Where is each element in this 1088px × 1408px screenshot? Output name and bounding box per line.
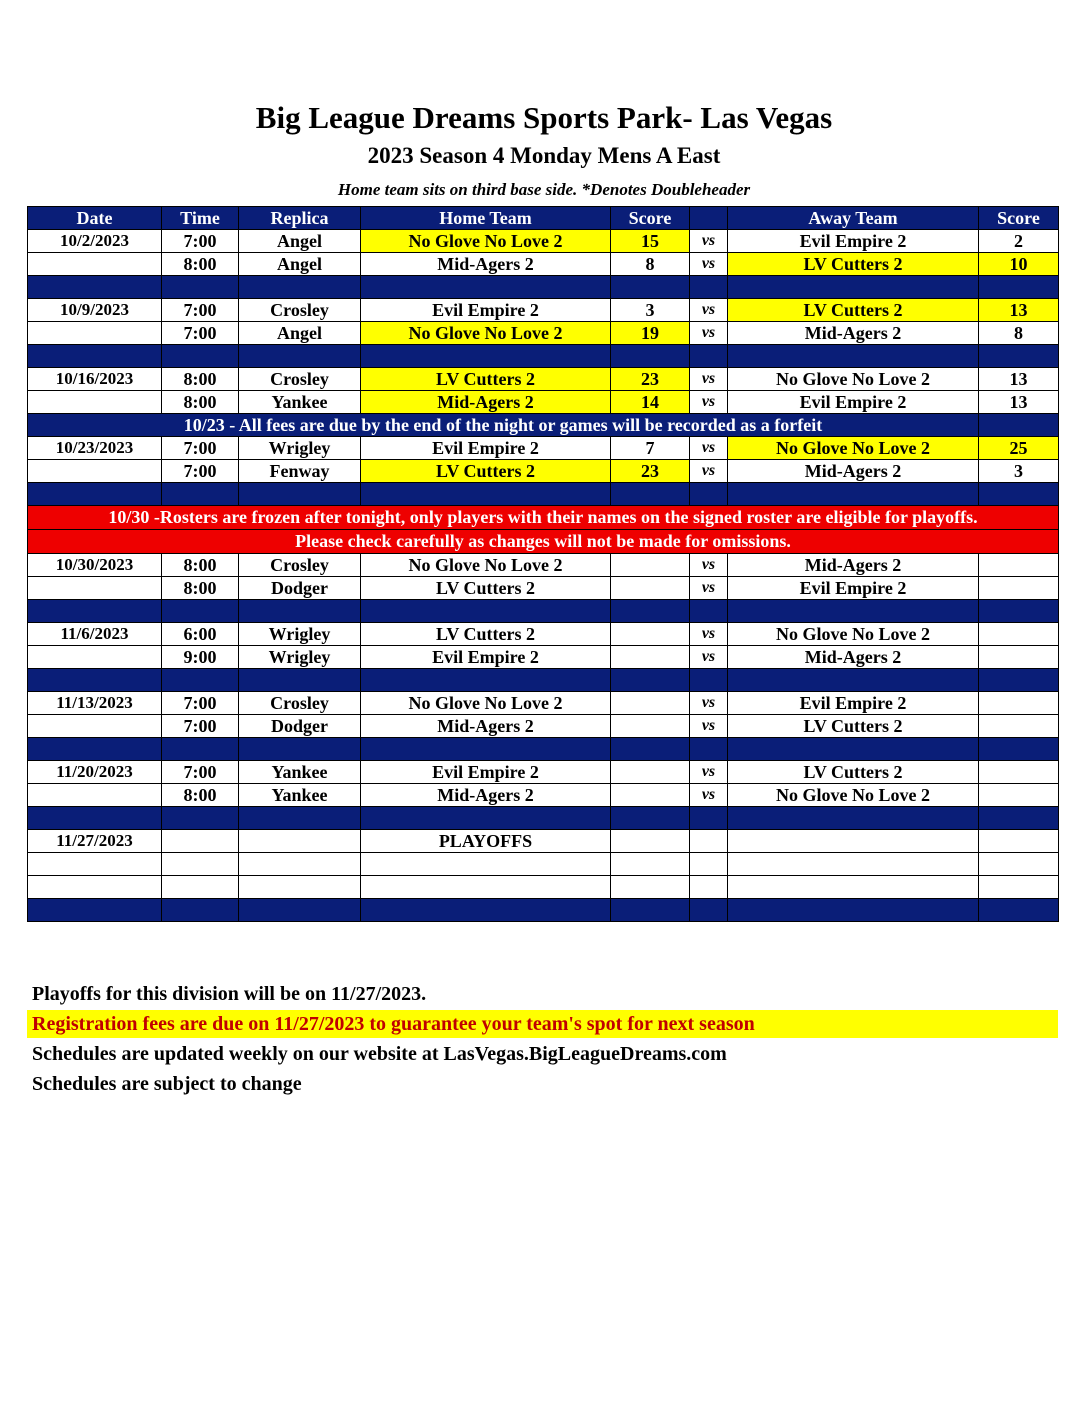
separator-cell <box>690 807 728 830</box>
time-cell: 7:00 <box>162 761 239 784</box>
date-cell <box>28 784 162 807</box>
date-cell: 11/13/2023 <box>28 692 162 715</box>
date-cell <box>28 646 162 669</box>
separator-cell <box>690 276 728 299</box>
time-cell <box>162 830 239 853</box>
footer-website-note: Schedules are updated weekly on our website at LasVegas.BigLeagueDreams.com <box>32 1043 727 1065</box>
replica-cell <box>239 830 361 853</box>
away-score-cell: 10 <box>979 253 1059 276</box>
separator-cell <box>728 669 979 692</box>
replica-cell: Wrigley <box>239 437 361 460</box>
replica-cell: Crosley <box>239 368 361 391</box>
home-score-cell <box>611 830 690 853</box>
date-cell <box>28 391 162 414</box>
separator-cell <box>611 600 690 623</box>
home-score-cell <box>611 761 690 784</box>
separator-cell <box>611 276 690 299</box>
away-team-cell: Evil Empire 2 <box>728 692 979 715</box>
date-cell <box>28 253 162 276</box>
date-cell: 11/6/2023 <box>28 623 162 646</box>
away-team-cell: No Glove No Love 2 <box>728 623 979 646</box>
separator-row <box>28 899 1059 922</box>
separator-cell <box>28 669 162 692</box>
separator-cell <box>162 276 239 299</box>
away-score-cell <box>979 784 1059 807</box>
game-row <box>28 830 1059 853</box>
game-row <box>28 623 1059 646</box>
game-row <box>28 230 1059 253</box>
game-row <box>28 692 1059 715</box>
away-score-cell: 25 <box>979 437 1059 460</box>
vs-cell: vs <box>690 299 728 322</box>
separator-row <box>28 276 1059 299</box>
away-score-cell <box>979 853 1059 876</box>
separator-cell <box>979 669 1059 692</box>
time-cell: 8:00 <box>162 368 239 391</box>
vs-cell: vs <box>690 554 728 577</box>
away-team-cell <box>728 876 979 899</box>
separator-cell <box>28 276 162 299</box>
away-score-cell: 3 <box>979 460 1059 483</box>
separator-cell <box>690 899 728 922</box>
separator-cell <box>361 669 611 692</box>
replica-cell: Crosley <box>239 692 361 715</box>
away-team-cell: LV Cutters 2 <box>728 253 979 276</box>
home-team-cell: Mid-Agers 2 <box>361 784 611 807</box>
vs-cell: vs <box>690 623 728 646</box>
away-score-cell <box>979 876 1059 899</box>
replica-cell: Crosley <box>239 554 361 577</box>
footer-registration-note: Registration fees are due on 11/27/2023 to guarantee your team's spot for next season <box>27 1010 1058 1038</box>
game-row <box>28 322 1059 345</box>
away-score-cell <box>979 830 1059 853</box>
away-score-cell <box>979 715 1059 738</box>
time-cell: 7:00 <box>162 299 239 322</box>
separator-cell <box>361 600 611 623</box>
separator-cell <box>728 345 979 368</box>
time-cell: 7:00 <box>162 322 239 345</box>
separator-cell <box>979 345 1059 368</box>
home-team-cell: No Glove No Love 2 <box>361 230 611 253</box>
away-team-cell: LV Cutters 2 <box>728 299 979 322</box>
separator-cell <box>162 899 239 922</box>
vs-cell: vs <box>690 692 728 715</box>
home-score-cell <box>611 646 690 669</box>
time-cell: 7:00 <box>162 715 239 738</box>
notice-empty-cell <box>979 414 1059 437</box>
date-cell: 10/23/2023 <box>28 437 162 460</box>
separator-cell <box>728 483 979 506</box>
away-team-cell <box>728 853 979 876</box>
home-score-cell: 19 <box>611 322 690 345</box>
separator-cell <box>979 483 1059 506</box>
separator-cell <box>162 483 239 506</box>
replica-cell: Angel <box>239 230 361 253</box>
separator-cell <box>361 807 611 830</box>
vs-cell: vs <box>690 761 728 784</box>
date-cell <box>28 715 162 738</box>
home-score-cell <box>611 784 690 807</box>
separator-cell <box>361 738 611 761</box>
home-team-cell: Evil Empire 2 <box>361 646 611 669</box>
home-score-cell: 14 <box>611 391 690 414</box>
separator-cell <box>28 345 162 368</box>
home-score-cell: 8 <box>611 253 690 276</box>
away-team-cell: No Glove No Love 2 <box>728 784 979 807</box>
page-title: Big League Dreams Sports Park- Las Vegas <box>255 100 833 135</box>
replica-cell: Angel <box>239 322 361 345</box>
footer-change-note: Schedules are subject to change <box>32 1073 302 1095</box>
replica-cell: Dodger <box>239 577 361 600</box>
page-subtitle: 2023 Season 4 Monday Mens A East <box>367 143 721 168</box>
home-score-cell <box>611 577 690 600</box>
replica-cell <box>239 853 361 876</box>
vs-cell <box>690 853 728 876</box>
replica-cell: Yankee <box>239 784 361 807</box>
home-score-cell <box>611 623 690 646</box>
separator-cell <box>728 807 979 830</box>
column-header-replica: Replica <box>239 207 361 230</box>
game-row <box>28 391 1059 414</box>
separator-cell <box>728 899 979 922</box>
vs-cell: vs <box>690 646 728 669</box>
date-cell: 11/27/2023 <box>28 830 162 853</box>
game-row <box>28 253 1059 276</box>
date-cell <box>28 853 162 876</box>
time-cell: 6:00 <box>162 623 239 646</box>
away-team-cell: Mid-Agers 2 <box>728 554 979 577</box>
replica-cell: Yankee <box>239 391 361 414</box>
column-header-date: Date <box>28 207 162 230</box>
date-cell: 10/2/2023 <box>28 230 162 253</box>
separator-cell <box>28 600 162 623</box>
separator-cell <box>728 738 979 761</box>
time-cell: 8:00 <box>162 554 239 577</box>
away-score-cell: 2 <box>979 230 1059 253</box>
separator-cell <box>979 899 1059 922</box>
alert-text: Please check carefully as changes will not be made for omissions. <box>28 530 1059 554</box>
separator-row <box>28 807 1059 830</box>
home-score-cell <box>611 876 690 899</box>
home-team-cell <box>361 876 611 899</box>
home-team-cell: Mid-Agers 2 <box>361 253 611 276</box>
separator-cell <box>611 807 690 830</box>
home-score-cell: 15 <box>611 230 690 253</box>
column-header-vs <box>690 207 728 230</box>
game-row <box>28 784 1059 807</box>
separator-cell <box>361 276 611 299</box>
game-row <box>28 368 1059 391</box>
away-team-cell: No Glove No Love 2 <box>728 368 979 391</box>
vs-cell <box>690 830 728 853</box>
time-cell: 7:00 <box>162 437 239 460</box>
separator-cell <box>611 345 690 368</box>
separator-cell <box>239 345 361 368</box>
date-cell: 10/9/2023 <box>28 299 162 322</box>
away-team-cell: Evil Empire 2 <box>728 577 979 600</box>
separator-cell <box>979 276 1059 299</box>
separator-cell <box>162 738 239 761</box>
separator-cell <box>239 899 361 922</box>
time-cell: 7:00 <box>162 692 239 715</box>
away-team-cell: No Glove No Love 2 <box>728 437 979 460</box>
home-score-cell: 3 <box>611 299 690 322</box>
home-team-cell: PLAYOFFS <box>361 830 611 853</box>
replica-cell: Fenway <box>239 460 361 483</box>
home-team-cell: No Glove No Love 2 <box>361 554 611 577</box>
vs-cell: vs <box>690 784 728 807</box>
game-row <box>28 646 1059 669</box>
separator-cell <box>979 738 1059 761</box>
away-score-cell: 13 <box>979 391 1059 414</box>
game-row <box>28 554 1059 577</box>
footer-playoffs-note: Playoffs for this division will be on 11/27/2023. <box>32 983 427 1005</box>
alert-row <box>28 506 1059 530</box>
replica-cell: Angel <box>239 253 361 276</box>
away-team-cell: Mid-Agers 2 <box>728 322 979 345</box>
game-row <box>28 299 1059 322</box>
vs-cell: vs <box>690 230 728 253</box>
date-cell <box>28 322 162 345</box>
separator-cell <box>361 899 611 922</box>
away-score-cell: 13 <box>979 299 1059 322</box>
replica-cell: Crosley <box>239 299 361 322</box>
alert-row <box>28 530 1059 554</box>
separator-row <box>28 600 1059 623</box>
away-score-cell <box>979 646 1059 669</box>
separator-cell <box>239 807 361 830</box>
home-score-cell: 7 <box>611 437 690 460</box>
home-team-cell: No Glove No Love 2 <box>361 322 611 345</box>
home-score-cell <box>611 692 690 715</box>
date-cell <box>28 460 162 483</box>
date-cell <box>28 876 162 899</box>
separator-cell <box>611 899 690 922</box>
time-cell: 8:00 <box>162 253 239 276</box>
separator-cell <box>690 600 728 623</box>
separator-cell <box>162 807 239 830</box>
away-score-cell <box>979 692 1059 715</box>
home-team-cell: Evil Empire 2 <box>361 761 611 784</box>
separator-cell <box>361 483 611 506</box>
time-cell: 8:00 <box>162 577 239 600</box>
home-team-cell: Mid-Agers 2 <box>361 715 611 738</box>
separator-cell <box>162 669 239 692</box>
date-cell: 10/16/2023 <box>28 368 162 391</box>
away-score-cell <box>979 554 1059 577</box>
replica-cell: Dodger <box>239 715 361 738</box>
time-cell: 9:00 <box>162 646 239 669</box>
game-row <box>28 853 1059 876</box>
time-cell <box>162 853 239 876</box>
home-team-cell: LV Cutters 2 <box>361 577 611 600</box>
replica-cell: Yankee <box>239 761 361 784</box>
separator-cell <box>611 738 690 761</box>
separator-row <box>28 483 1059 506</box>
time-cell: 7:00 <box>162 230 239 253</box>
away-team-cell: Evil Empire 2 <box>728 230 979 253</box>
away-team-cell: Evil Empire 2 <box>728 391 979 414</box>
separator-cell <box>361 345 611 368</box>
vs-cell: vs <box>690 577 728 600</box>
game-row <box>28 460 1059 483</box>
notice-row <box>28 414 1059 437</box>
home-team-cell <box>361 853 611 876</box>
separator-cell <box>28 899 162 922</box>
away-score-cell <box>979 761 1059 784</box>
home-team-cell: LV Cutters 2 <box>361 623 611 646</box>
vs-cell: vs <box>690 368 728 391</box>
home-score-cell: 23 <box>611 368 690 391</box>
column-header-home-team: Home Team <box>361 207 611 230</box>
separator-cell <box>239 483 361 506</box>
home-score-cell <box>611 715 690 738</box>
vs-cell: vs <box>690 460 728 483</box>
separator-cell <box>728 600 979 623</box>
separator-cell <box>611 483 690 506</box>
separator-cell <box>690 669 728 692</box>
home-score-cell: 23 <box>611 460 690 483</box>
game-row <box>28 437 1059 460</box>
separator-cell <box>690 345 728 368</box>
away-score-cell <box>979 623 1059 646</box>
away-team-cell: LV Cutters 2 <box>728 761 979 784</box>
home-team-cell: LV Cutters 2 <box>361 460 611 483</box>
separator-cell <box>28 738 162 761</box>
separator-cell <box>690 483 728 506</box>
separator-cell <box>28 483 162 506</box>
separator-cell <box>28 807 162 830</box>
separator-cell <box>611 669 690 692</box>
alert-text: 10/30 -Rosters are frozen after tonight, only players with their names on the signed roster are eligible for playoffs. <box>28 506 1059 530</box>
home-score-cell <box>611 554 690 577</box>
home-team-cell: No Glove No Love 2 <box>361 692 611 715</box>
away-score-cell: 13 <box>979 368 1059 391</box>
separator-cell <box>239 669 361 692</box>
separator-cell <box>728 276 979 299</box>
home-team-cell: LV Cutters 2 <box>361 368 611 391</box>
vs-cell: vs <box>690 391 728 414</box>
time-cell: 7:00 <box>162 460 239 483</box>
away-team-cell: LV Cutters 2 <box>728 715 979 738</box>
separator-row <box>28 669 1059 692</box>
vs-cell <box>690 876 728 899</box>
separator-cell <box>162 600 239 623</box>
separator-cell <box>979 807 1059 830</box>
schedule-table <box>27 206 1059 922</box>
vs-cell: vs <box>690 253 728 276</box>
date-cell: 11/20/2023 <box>28 761 162 784</box>
separator-cell <box>239 600 361 623</box>
game-row <box>28 577 1059 600</box>
replica-cell: Wrigley <box>239 623 361 646</box>
separator-cell <box>690 738 728 761</box>
page-note: Home team sits on third base side. *Denotes Doubleheader <box>337 180 751 199</box>
column-header-home-score: Score <box>611 207 690 230</box>
column-header-away-team: Away Team <box>728 207 979 230</box>
time-cell: 8:00 <box>162 391 239 414</box>
away-score-cell <box>979 577 1059 600</box>
separator-cell <box>162 345 239 368</box>
column-header-time: Time <box>162 207 239 230</box>
separator-cell <box>239 276 361 299</box>
game-row <box>28 715 1059 738</box>
home-team-cell: Evil Empire 2 <box>361 437 611 460</box>
replica-cell <box>239 876 361 899</box>
vs-cell: vs <box>690 322 728 345</box>
home-team-cell: Mid-Agers 2 <box>361 391 611 414</box>
notice-text: 10/23 - All fees are due by the end of the night or games will be recorded as a forfeit <box>28 414 979 437</box>
time-cell: 8:00 <box>162 784 239 807</box>
separator-cell <box>239 738 361 761</box>
time-cell <box>162 876 239 899</box>
home-team-cell: Evil Empire 2 <box>361 299 611 322</box>
home-score-cell <box>611 853 690 876</box>
separator-row <box>28 738 1059 761</box>
date-cell: 10/30/2023 <box>28 554 162 577</box>
away-team-cell: Mid-Agers 2 <box>728 646 979 669</box>
away-score-cell: 8 <box>979 322 1059 345</box>
vs-cell: vs <box>690 715 728 738</box>
replica-cell: Wrigley <box>239 646 361 669</box>
away-team-cell: Mid-Agers 2 <box>728 460 979 483</box>
game-row <box>28 876 1059 899</box>
column-header-away-score: Score <box>979 207 1059 230</box>
date-cell <box>28 577 162 600</box>
game-row <box>28 761 1059 784</box>
table-header-row <box>28 207 1059 230</box>
separator-cell <box>979 600 1059 623</box>
separator-row <box>28 345 1059 368</box>
vs-cell: vs <box>690 437 728 460</box>
away-team-cell <box>728 830 979 853</box>
